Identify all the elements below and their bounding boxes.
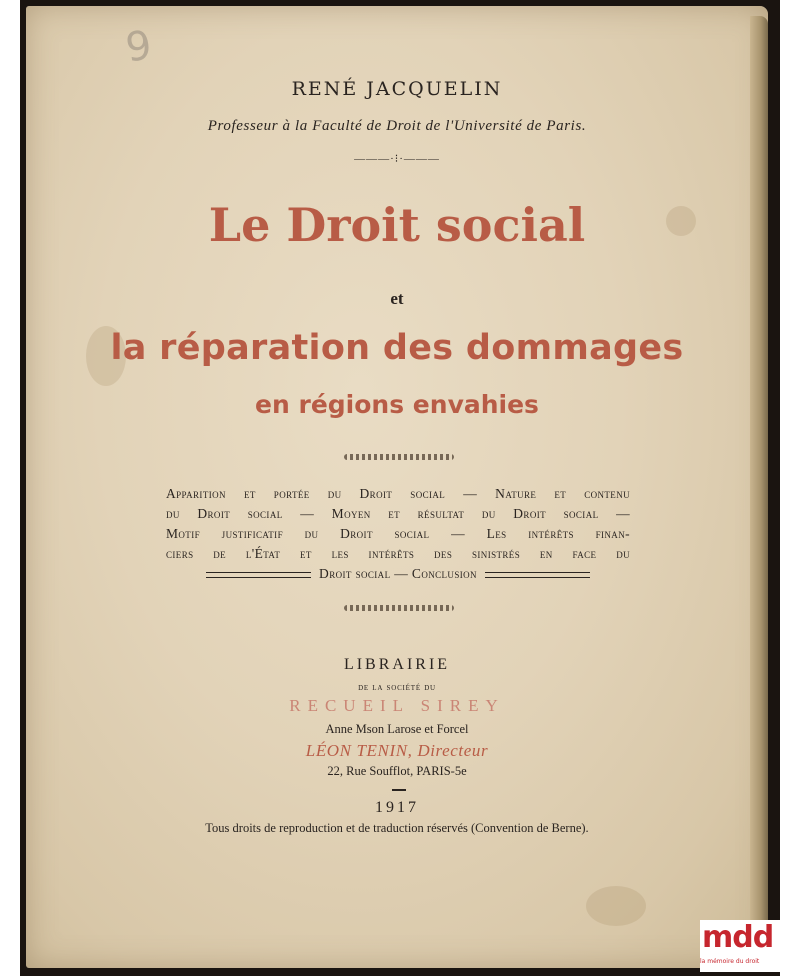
ornament-divider: ———·⁝·——— <box>354 153 440 165</box>
paper-stain <box>586 886 646 926</box>
rights-notice: Tous droits de reproduction et de traduction réservés (Convention de Berne). <box>205 821 589 835</box>
book-cover <box>26 6 768 968</box>
wavy-divider-top <box>344 454 454 460</box>
summary-line: Motif justificatif du Droit social — Les intérêts finan- <box>166 526 630 541</box>
publisher-ancienne-maison: Anne Mson Larose et Forcel <box>325 722 469 736</box>
title-conjunction: et <box>390 289 404 308</box>
publisher-societe: de la société du <box>358 682 436 693</box>
title-second-line: la réparation des dommages <box>110 328 684 368</box>
summary-line: ciers de l'État et les intérêts des sinistrés en face du <box>166 546 630 561</box>
publisher-address: 22, Rue Soufflot, PARIS-5e <box>327 764 467 778</box>
short-rule <box>392 789 406 791</box>
author-affiliation: Professeur à la Faculté de Droit de l'Université de Paris. <box>207 118 587 134</box>
pencil-mark: 9 <box>122 22 155 72</box>
wavy-divider-bottom <box>344 605 454 611</box>
publisher-recueil: RECUEIL SIREY <box>289 696 505 715</box>
logo-mark: mdd <box>702 920 774 955</box>
author-name: RENÉ JACQUELIN <box>291 78 503 100</box>
logo-tagline: la mémoire du droit <box>700 958 760 965</box>
contents-summary <box>166 484 630 584</box>
double-rule-left <box>206 572 311 578</box>
double-rule-right <box>485 572 590 578</box>
summary-last-line <box>166 564 630 584</box>
title-third-line: en régions envahies <box>255 390 539 419</box>
title-main: Le Droit social <box>208 198 586 252</box>
publisher-librairie: LIBRAIRIE <box>343 656 451 673</box>
summary-line: du Droit social — Moyen et résultat du Droit social — <box>166 506 630 521</box>
summary-line: Apparition et portée du Droit social — Nature et contenu <box>166 486 630 501</box>
summary-last-text: Droit social — Conclusion <box>319 566 477 581</box>
mdd-logo <box>700 920 790 972</box>
publisher-director: LÉON TENIN, Directeur <box>305 741 489 760</box>
publication-year: 1917 <box>375 799 419 816</box>
